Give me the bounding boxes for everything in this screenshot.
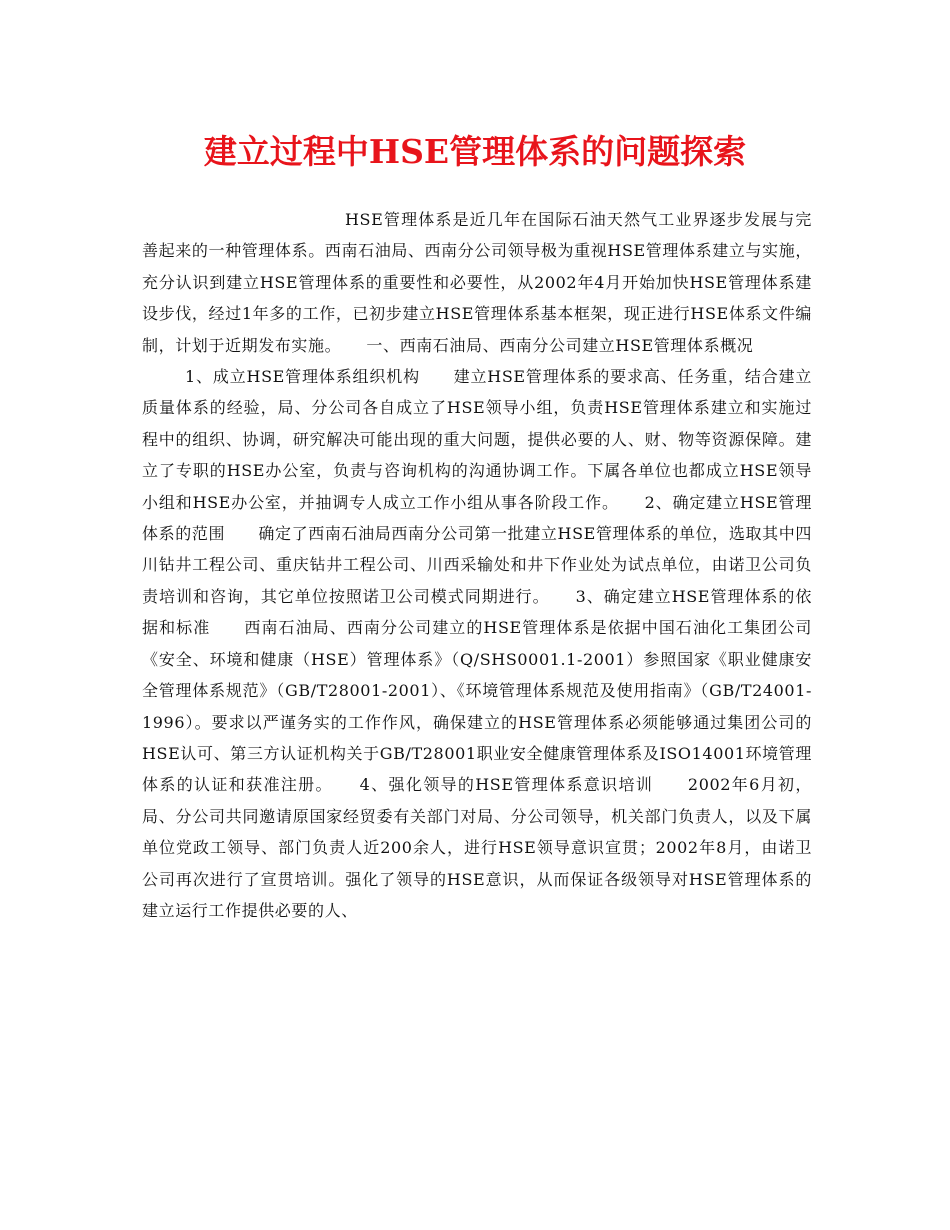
document-title: 建立过程中HSE管理体系的问题探索 [203, 132, 747, 171]
body-paragraph-2: 1、成立HSE管理体系组织机构 建立HSE管理体系的要求高、任务重，结合建立质量体系的经验，局、分公司各自成立了HSE领导小组，负责HSE管理体系建立和实施过程中的组织、协调，研究解决可能出现的重大问题，提供必要的人、财、物等资源保障。建立了专职的HSE办公室，负责与咨询机构的沟通协调工作。下属各单位也都成立HSE领导小组和HSE办公室，并抽调专人成立工作小组从事各阶段工作。 2、确定建立HSE管理体系的范围 确定了西南石油局西南分公司第一批建立HSE管理体系的单位，选取其中四川钻井工程公司、重庆钻井工程公司、川西采输处和井下作业处为试点单位，由诺卫公司负责培训和咨询，其它单位按照诺卫公司模式同期进行。 3、确定建立HSE管理体系的依据和标准 西南石油局、西南分公司建立的HSE管理体系是依据中国石油化工集团公司《安全、环境和健康（HSE）管理体系》（Q/SHS0001.1-2001）参照国家《职业健康安全管理体系规范》（GB/T28001-2001）、《环境管理体系规范及使用指南》（GB/T24001-1996）。要求以严谨务实的工作作风，确保建立的HSE管理体系必须能够通过集团公司的HSE认可、第三方认证机构关于GB/T28001职业安全健康管理体系及ISO14001环境管理体系的认证和获准注册。 4、强化领导的HSE管理体系意识培训 2002年6月初，局、分公司共同邀请原国家经贸委有关部门对局、分公司领导，机关部门负责人，以及下属单位党政工领导、部门负责人近200余人，进行HSE领导意识宣贯；2002年8月，由诺卫公司再次进行了宣贯培训。强化了领导的HSE意识，从而保证各级领导对HSE管理体系的建立运行工作提供必要的人、 [142, 367, 812, 920]
document-body [142, 204, 812, 926]
body-paragraph-1: HSE管理体系是近几年在国际石油天然气工业界逐步发展与完善起来的一种管理体系。西南石油局、西南分公司领导极为重视HSE管理体系建立与实施，充分认识到建立HSE管理体系的重要性和必要性，从2002年4月开始加快HSE管理体系建设步伐，经过1年多的工作，已初步建立HSE管理体系基本框架，现正进行HSE体系文件编制，计划于近期发布实施。 一、西南石油局、西南分公司建立HSE管理体系概况 [142, 210, 812, 355]
